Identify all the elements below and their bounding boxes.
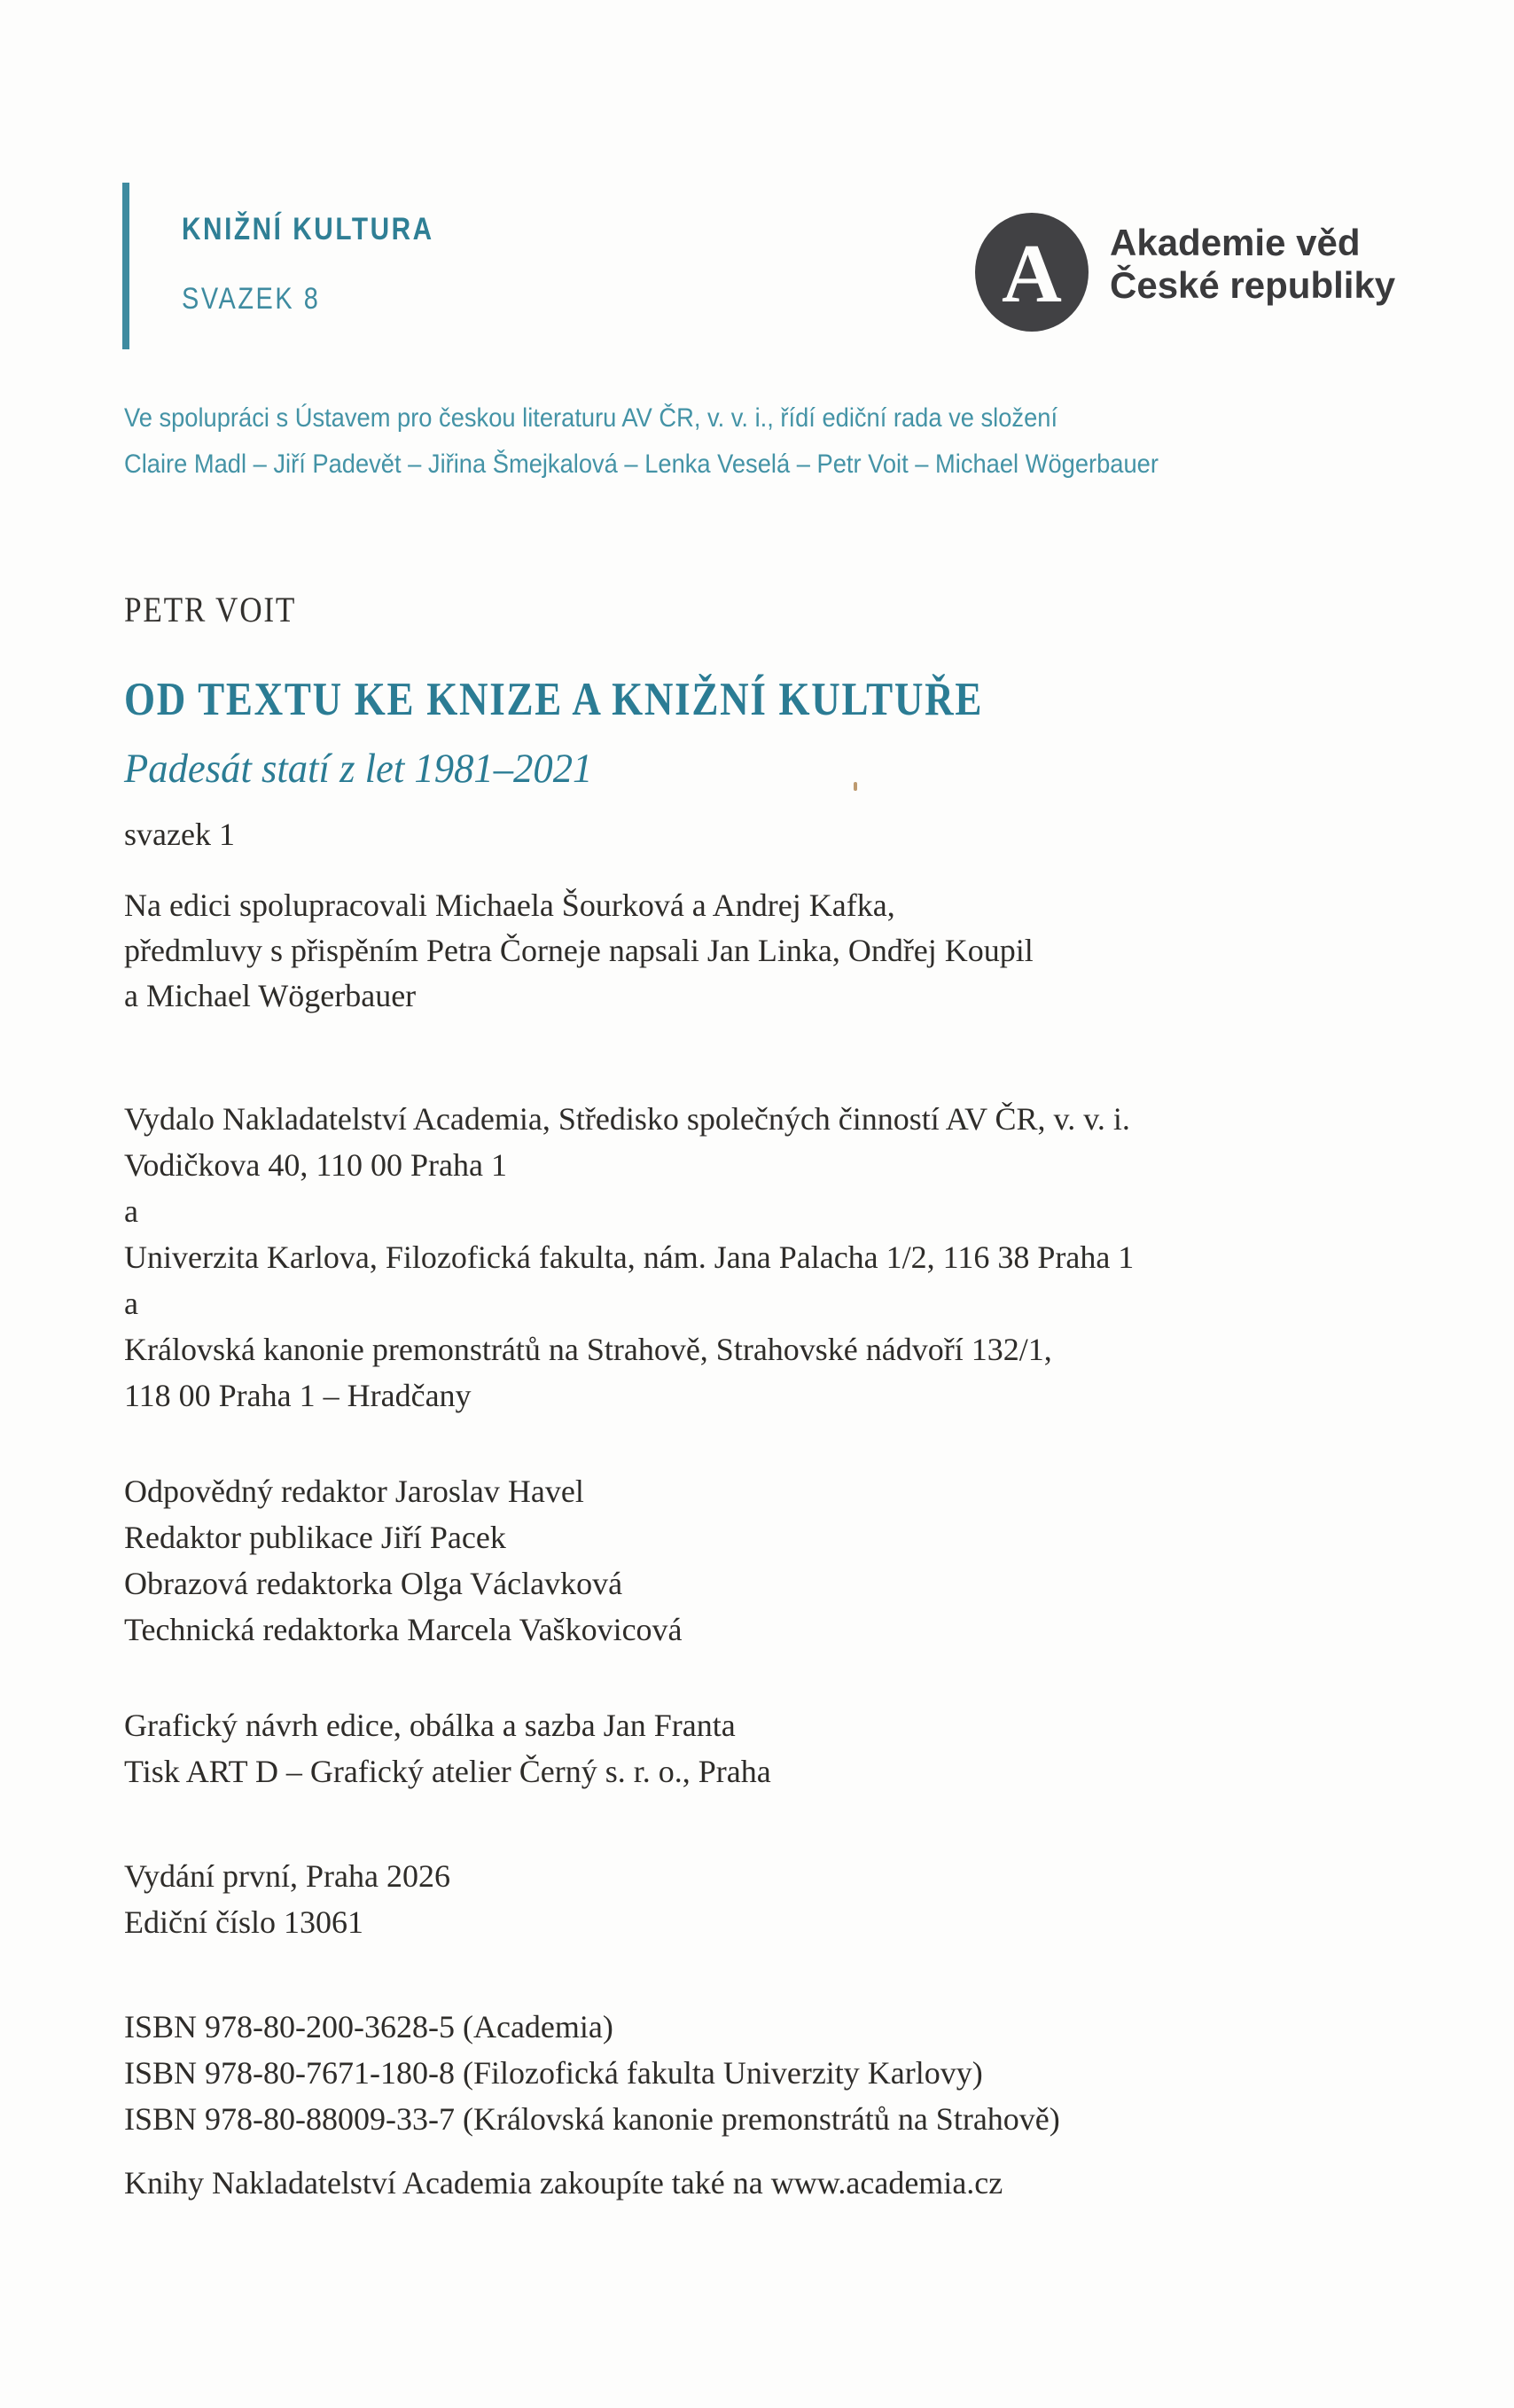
editor-line: Technická redaktorka Marcela Vaškovicová [124,1612,683,1647]
collaboration-line: předmluvy s přispěním Petra Čorneje napsali Jan Linka, Ondřej Koupil [124,933,1034,968]
publisher-line: a [124,1193,138,1229]
collaboration-paragraph [124,883,1034,1019]
publisher-line: Královská kanonie premonstrátů na Strahově, Strahovské nádvoří 132/1, [124,1332,1052,1367]
editors-paragraph [124,1468,683,1653]
avcr-logo-text [1110,222,1395,307]
editor-line: Redaktor publikace Jiří Pacek [124,1520,506,1555]
publisher-line: a [124,1286,138,1321]
publisher-line: Vydalo Nakladatelství Academia, Středisko společných činností AV ČR, v. v. i. [124,1101,1130,1137]
volume-label: svazek 1 [124,817,235,852]
edition-line: Vydání první, Praha 2026 [124,1858,450,1894]
series-title: KNIŽNÍ KULTURA [182,212,434,246]
editorial-board-note [124,395,1159,488]
editorial-board-line2: Claire Madl – Jiří Padevět – Jiřina Šmejkalová – Lenka Veselá – Petr Voit – Michael Wögerbauer [124,450,1159,479]
book-title: OD TEXTU KE KNIZE A KNIŽNÍ KULTUŘE [124,674,984,725]
publisher-line: Univerzita Karlova, Filozofická fakulta, nám. Jana Palacha 1/2, 116 38 Praha 1 [124,1239,1135,1275]
editorial-board-line1: Ve spolupráci s Ústavem pro českou literaturu AV ČR, v. v. i., řídí ediční rada ve složení [124,403,1058,433]
design-line: Tisk ART D – Grafický atelier Černý s. r. o., Praha [124,1754,771,1789]
isbn-line: ISBN 978-80-7671-180-8 (Filozofická fakulta Univerzity Karlovy) [124,2055,983,2091]
editor-line: Obrazová redaktorka Olga Václavková [124,1566,623,1601]
edition-paragraph [124,1853,450,1945]
isbn-line: ISBN 978-80-88009-33-7 (Královská kanonie premonstrátů na Strahově) [124,2101,1060,2137]
collaboration-line: Na edici spolupracovali Michaela Šourková a Andrej Kafka, [124,887,895,923]
avcr-monogram: A [1002,228,1062,320]
avcr-logo-line2: České republiky [1110,264,1396,306]
collaboration-line: a Michael Wögerbauer [124,978,417,1013]
series-volume: SVAZEK 8 [182,282,321,316]
publisher-line: 118 00 Praha 1 – Hradčany [124,1378,472,1413]
avcr-logo-line1: Akademie věd [1110,222,1361,263]
book-subtitle: Padesát statí z let 1981–2021 [124,746,593,792]
editor-line: Odpovědný redaktor Jaroslav Havel [124,1474,584,1509]
isbn-line: ISBN 978-80-200-3628-5 (Academia) [124,2009,613,2044]
scan-speck [854,782,857,791]
design-paragraph [124,1702,771,1794]
purchase-note: Knihy Nakladatelství Academia zakoupíte také na www.academia.cz [124,2165,1003,2201]
isbn-paragraph [124,2004,1060,2142]
avcr-logo-mark-icon [975,213,1089,332]
edition-line: Ediční číslo 13061 [124,1904,363,1940]
series-accent-bar [122,183,129,349]
author-name: PETR VOIT [124,590,297,629]
publishers-paragraph [124,1096,1134,1419]
publisher-line: Vodičkova 40, 110 00 Praha 1 [124,1147,507,1183]
design-line: Grafický návrh edice, obálka a sazba Jan Franta [124,1708,736,1743]
